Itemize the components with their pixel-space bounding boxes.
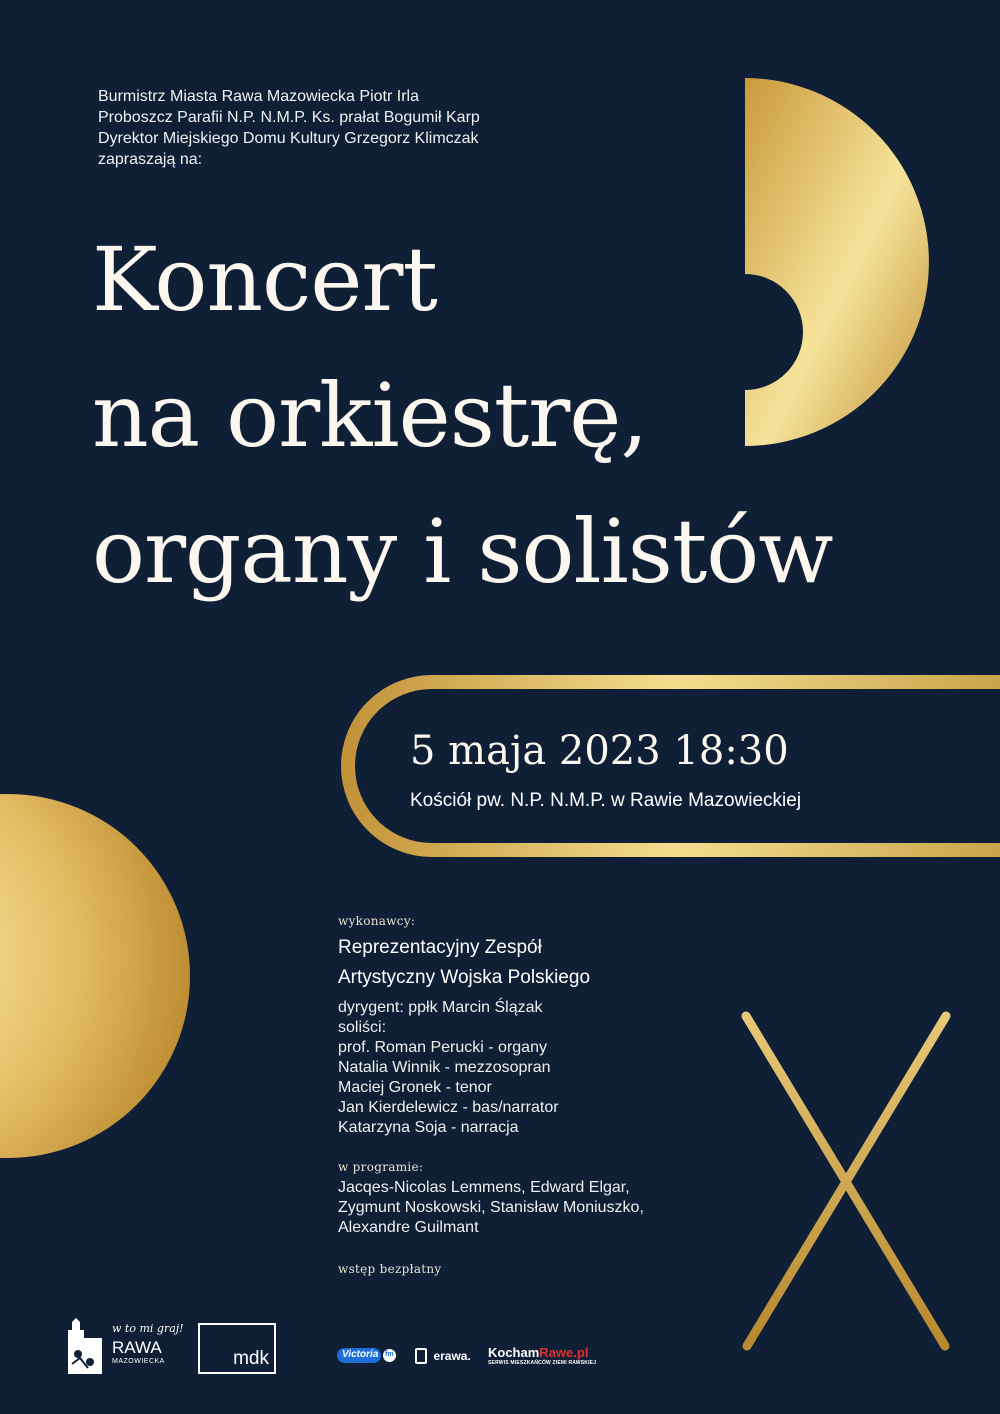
- rawa-slogan: w to mi graj!: [112, 1322, 184, 1335]
- kocham-subtitle: SERWIS MIESZKAŃCÓW ZIEMI RAWSKIEJ: [488, 1360, 597, 1366]
- gold-circle: [0, 794, 190, 1158]
- event-venue: Kościół pw. N.P. N.M.P. w Rawie Mazowieckiej: [410, 790, 802, 811]
- program-composers: [338, 1178, 644, 1238]
- detail-line: Jan Kierdelewicz - bas/narrator: [338, 1099, 559, 1116]
- invitation-line: zapraszają na:: [98, 151, 203, 168]
- title-line-2: na orkiestrę,: [92, 364, 648, 467]
- kocham-text: Kocham: [488, 1345, 540, 1360]
- program-heading: w programie:: [338, 1160, 424, 1174]
- detail-line: Natalia Winnik - mezzosopran: [338, 1059, 551, 1076]
- ensemble-name: [338, 933, 590, 993]
- ensemble-line: Artystyczny Wojska Polskiego: [338, 967, 591, 988]
- organizer-line: Burmistrz Miasta Rawa Mazowiecka Piotr Irla: [98, 88, 419, 105]
- organizer-line: Proboszcz Parafii N.P. N.M.P. Ks. prałat Bogumił Karp: [98, 109, 480, 126]
- organizers-block: [98, 86, 480, 170]
- rawa-name: RAWA: [112, 1338, 162, 1357]
- fm-text: fm: [385, 1351, 394, 1358]
- pl-text: .pl: [573, 1345, 589, 1360]
- victoria-text: Victoria: [342, 1349, 379, 1360]
- concert-title: [92, 212, 833, 620]
- performers-details: [338, 998, 559, 1138]
- rawa-subtitle: MAZOWIECKA: [112, 1358, 165, 1365]
- performers-heading: wykonawcy:: [338, 914, 416, 928]
- victoria-fm-logo: [337, 1347, 399, 1365]
- detail-line: Maciej Gronek - tenor: [338, 1079, 492, 1096]
- title-line-3: organy i solistów: [92, 500, 833, 603]
- admission-note: wstęp bezpłatny: [338, 1262, 442, 1276]
- rawa-logo: [62, 1318, 182, 1374]
- erawa-text: erawa.: [433, 1348, 471, 1363]
- ensemble-line: Reprezentacyjny Zespół: [338, 937, 542, 958]
- rawe-text: Rawe: [539, 1345, 574, 1360]
- kochamrawe-logo: [488, 1346, 596, 1366]
- composer-line: Alexandre Guilmant: [338, 1219, 479, 1236]
- erawa-icon: [415, 1348, 427, 1364]
- mdk-logo: [198, 1323, 276, 1374]
- erawa-logo: [415, 1347, 471, 1365]
- detail-line: dyrygent: ppłk Marcin Ślązak: [338, 999, 543, 1016]
- rawa-tower-icon: [62, 1318, 108, 1374]
- composer-line: Zygmunt Noskowski, Stanisław Moniuszko,: [338, 1199, 644, 1216]
- mdk-text: mdk: [233, 1348, 269, 1369]
- event-datetime: 5 maja 2023 18:30: [410, 728, 789, 774]
- detail-line: soliści:: [338, 1019, 387, 1036]
- title-line-1: Koncert: [92, 228, 437, 331]
- detail-line: Katarzyna Soja - narracja: [338, 1119, 519, 1136]
- organizer-line: Dyrektor Miejskiego Domu Kultury Grzegorz Klimczak: [98, 130, 479, 147]
- composer-line: Jacqes-Nicolas Lemmens, Edward Elgar,: [338, 1179, 630, 1196]
- detail-line: prof. Roman Perucki - organy: [338, 1039, 547, 1056]
